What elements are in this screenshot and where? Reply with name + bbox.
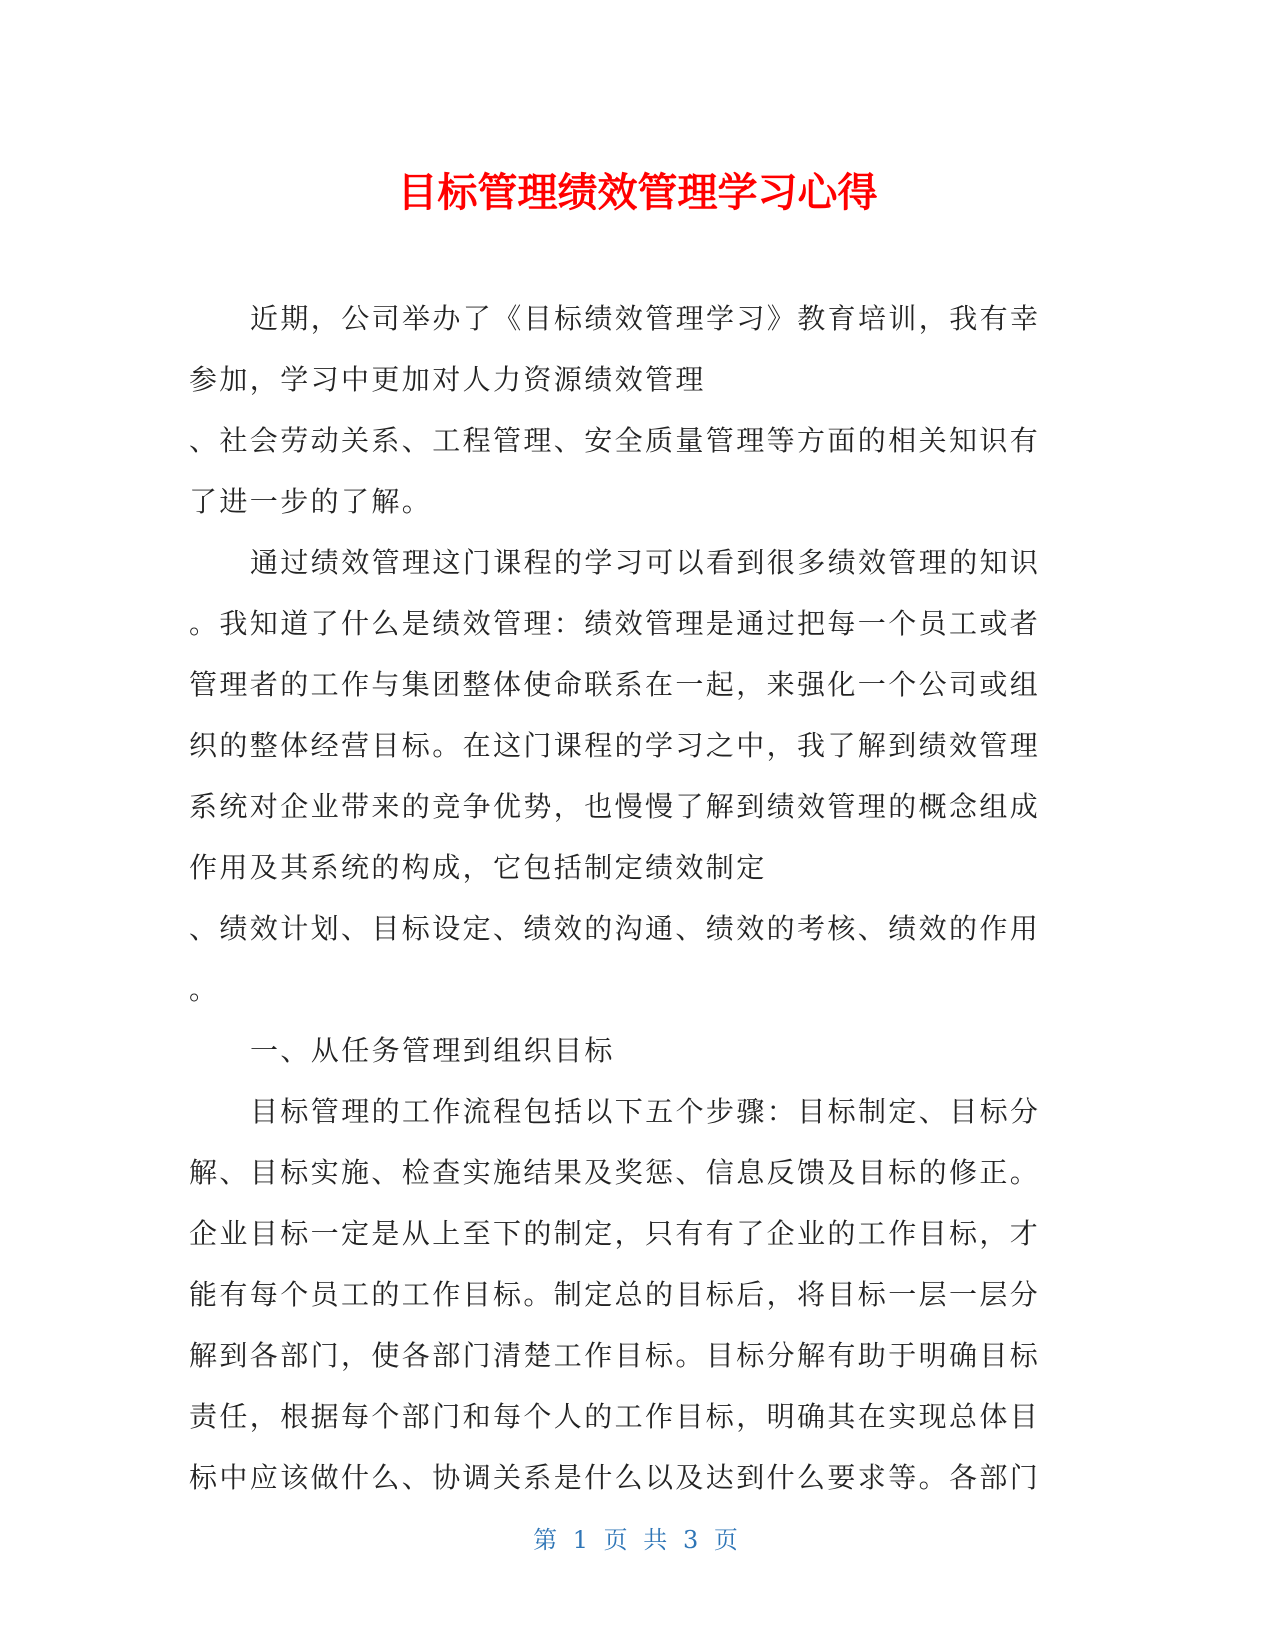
document-title: 目标管理绩效管理学习心得 — [397, 170, 878, 216]
paragraph-line: 标中应该做什么、协调关系是什么以及达到什么要求等。各部门 — [189, 1461, 1041, 1494]
paragraph-line: 作用及其系统的构成，它包括制定绩效制定 — [189, 851, 767, 884]
paragraph-line: 责任，根据每个部门和每个人的工作目标，明确其在实现总体目 — [189, 1400, 1041, 1433]
page-number-footer: 第 1 页 共 3 页 — [533, 1526, 742, 1554]
paragraph-line: 目标管理的工作流程包括以下五个步骤：目标制定、目标分 — [250, 1095, 1041, 1128]
paragraph-line: 企业目标一定是从上至下的制定，只有有了企业的工作目标，才 — [189, 1217, 1041, 1250]
paragraph-line: 了进一步的了解。 — [189, 485, 433, 518]
paragraph-line: 、社会劳动关系、工程管理、安全质量管理等方面的相关知识有 — [189, 424, 1041, 457]
document-body — [189, 288, 1059, 1508]
paragraph-line: 能有每个员工的工作目标。制定总的目标后，将目标一层一层分 — [189, 1278, 1041, 1311]
paragraph-line: 参加，学习中更加对人力资源绩效管理 — [189, 363, 706, 396]
paragraph-line: 。 — [189, 973, 220, 1006]
paragraph-line: 通过绩效管理这门课程的学习可以看到很多绩效管理的知识 — [250, 546, 1041, 579]
paragraph-line: 管理者的工作与集团整体使命联系在一起，来强化一个公司或组 — [189, 668, 1041, 701]
paragraph-line: 近期，公司举办了《目标绩效管理学习》教育培训，我有幸 — [250, 302, 1041, 335]
paragraph-line: 解、目标实施、检查实施结果及奖惩、信息反馈及目标的修正。 — [189, 1156, 1041, 1189]
paragraph-line: 系统对企业带来的竞争优势，也慢慢了解到绩效管理的概念组成 — [189, 790, 1041, 823]
paragraph-line: 解到各部门，使各部门清楚工作目标。目标分解有助于明确目标 — [189, 1339, 1041, 1372]
section-heading: 一、从任务管理到组织目标 — [250, 1034, 615, 1067]
paragraph-line: 织的整体经营目标。在这门课程的学习之中，我了解到绩效管理 — [189, 729, 1041, 762]
paragraph-line: 。我知道了什么是绩效管理：绩效管理是通过把每一个员工或者 — [189, 607, 1041, 640]
paragraph-line: 、绩效计划、目标设定、绩效的沟通、绩效的考核、绩效的作用 — [189, 912, 1041, 945]
